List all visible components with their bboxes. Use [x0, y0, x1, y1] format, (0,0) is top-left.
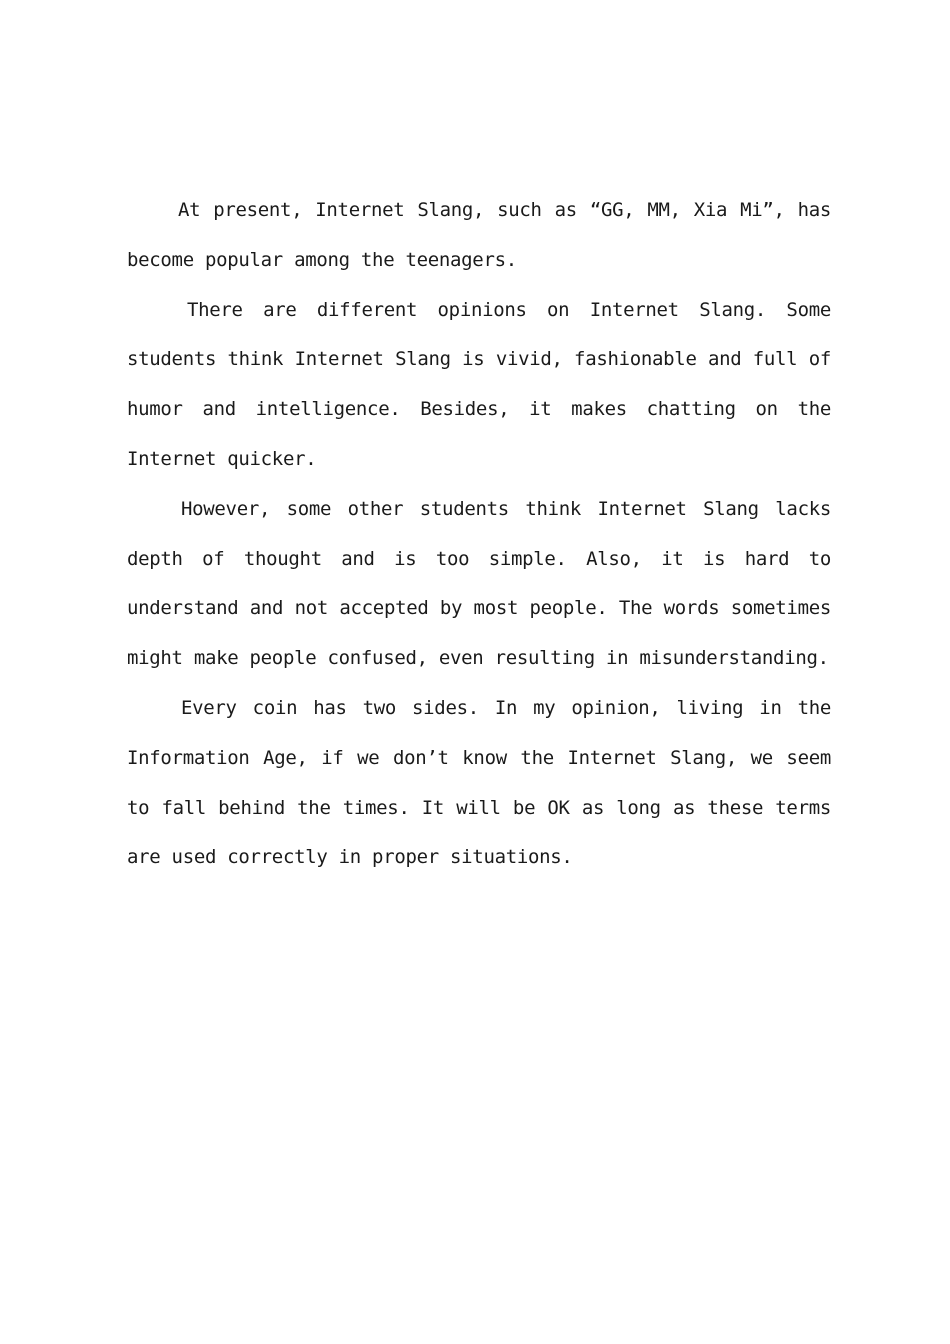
paragraph-conclusion: Every coin has two sides. In my opinion, living in the Information Age, if we don’t know the Internet Slang, we seem to fall behind the times. It will be OK as long as these terms are used correctly in proper situations.: [127, 696, 831, 869]
paragraph-opinions: There are different opinions on Internet Slang. Some students think Internet Slang is vivid, fashionable and full of humor and intelligence. Besides, it makes chatting on the Internet quicker.: [127, 298, 831, 470]
paragraph-counterpoint: However, some other students think Internet Slang lacks depth of thought and is too simple. Also, it is hard to understand and not accepted by most people. The words sometimes might make people confused, even resulting in misunderstanding.: [127, 497, 831, 670]
paragraph-intro: At present, Internet Slang, such as “GG, MM, Xia Mi”, has become popular among the teenagers.: [127, 199, 831, 271]
essay-body: [127, 186, 831, 883]
